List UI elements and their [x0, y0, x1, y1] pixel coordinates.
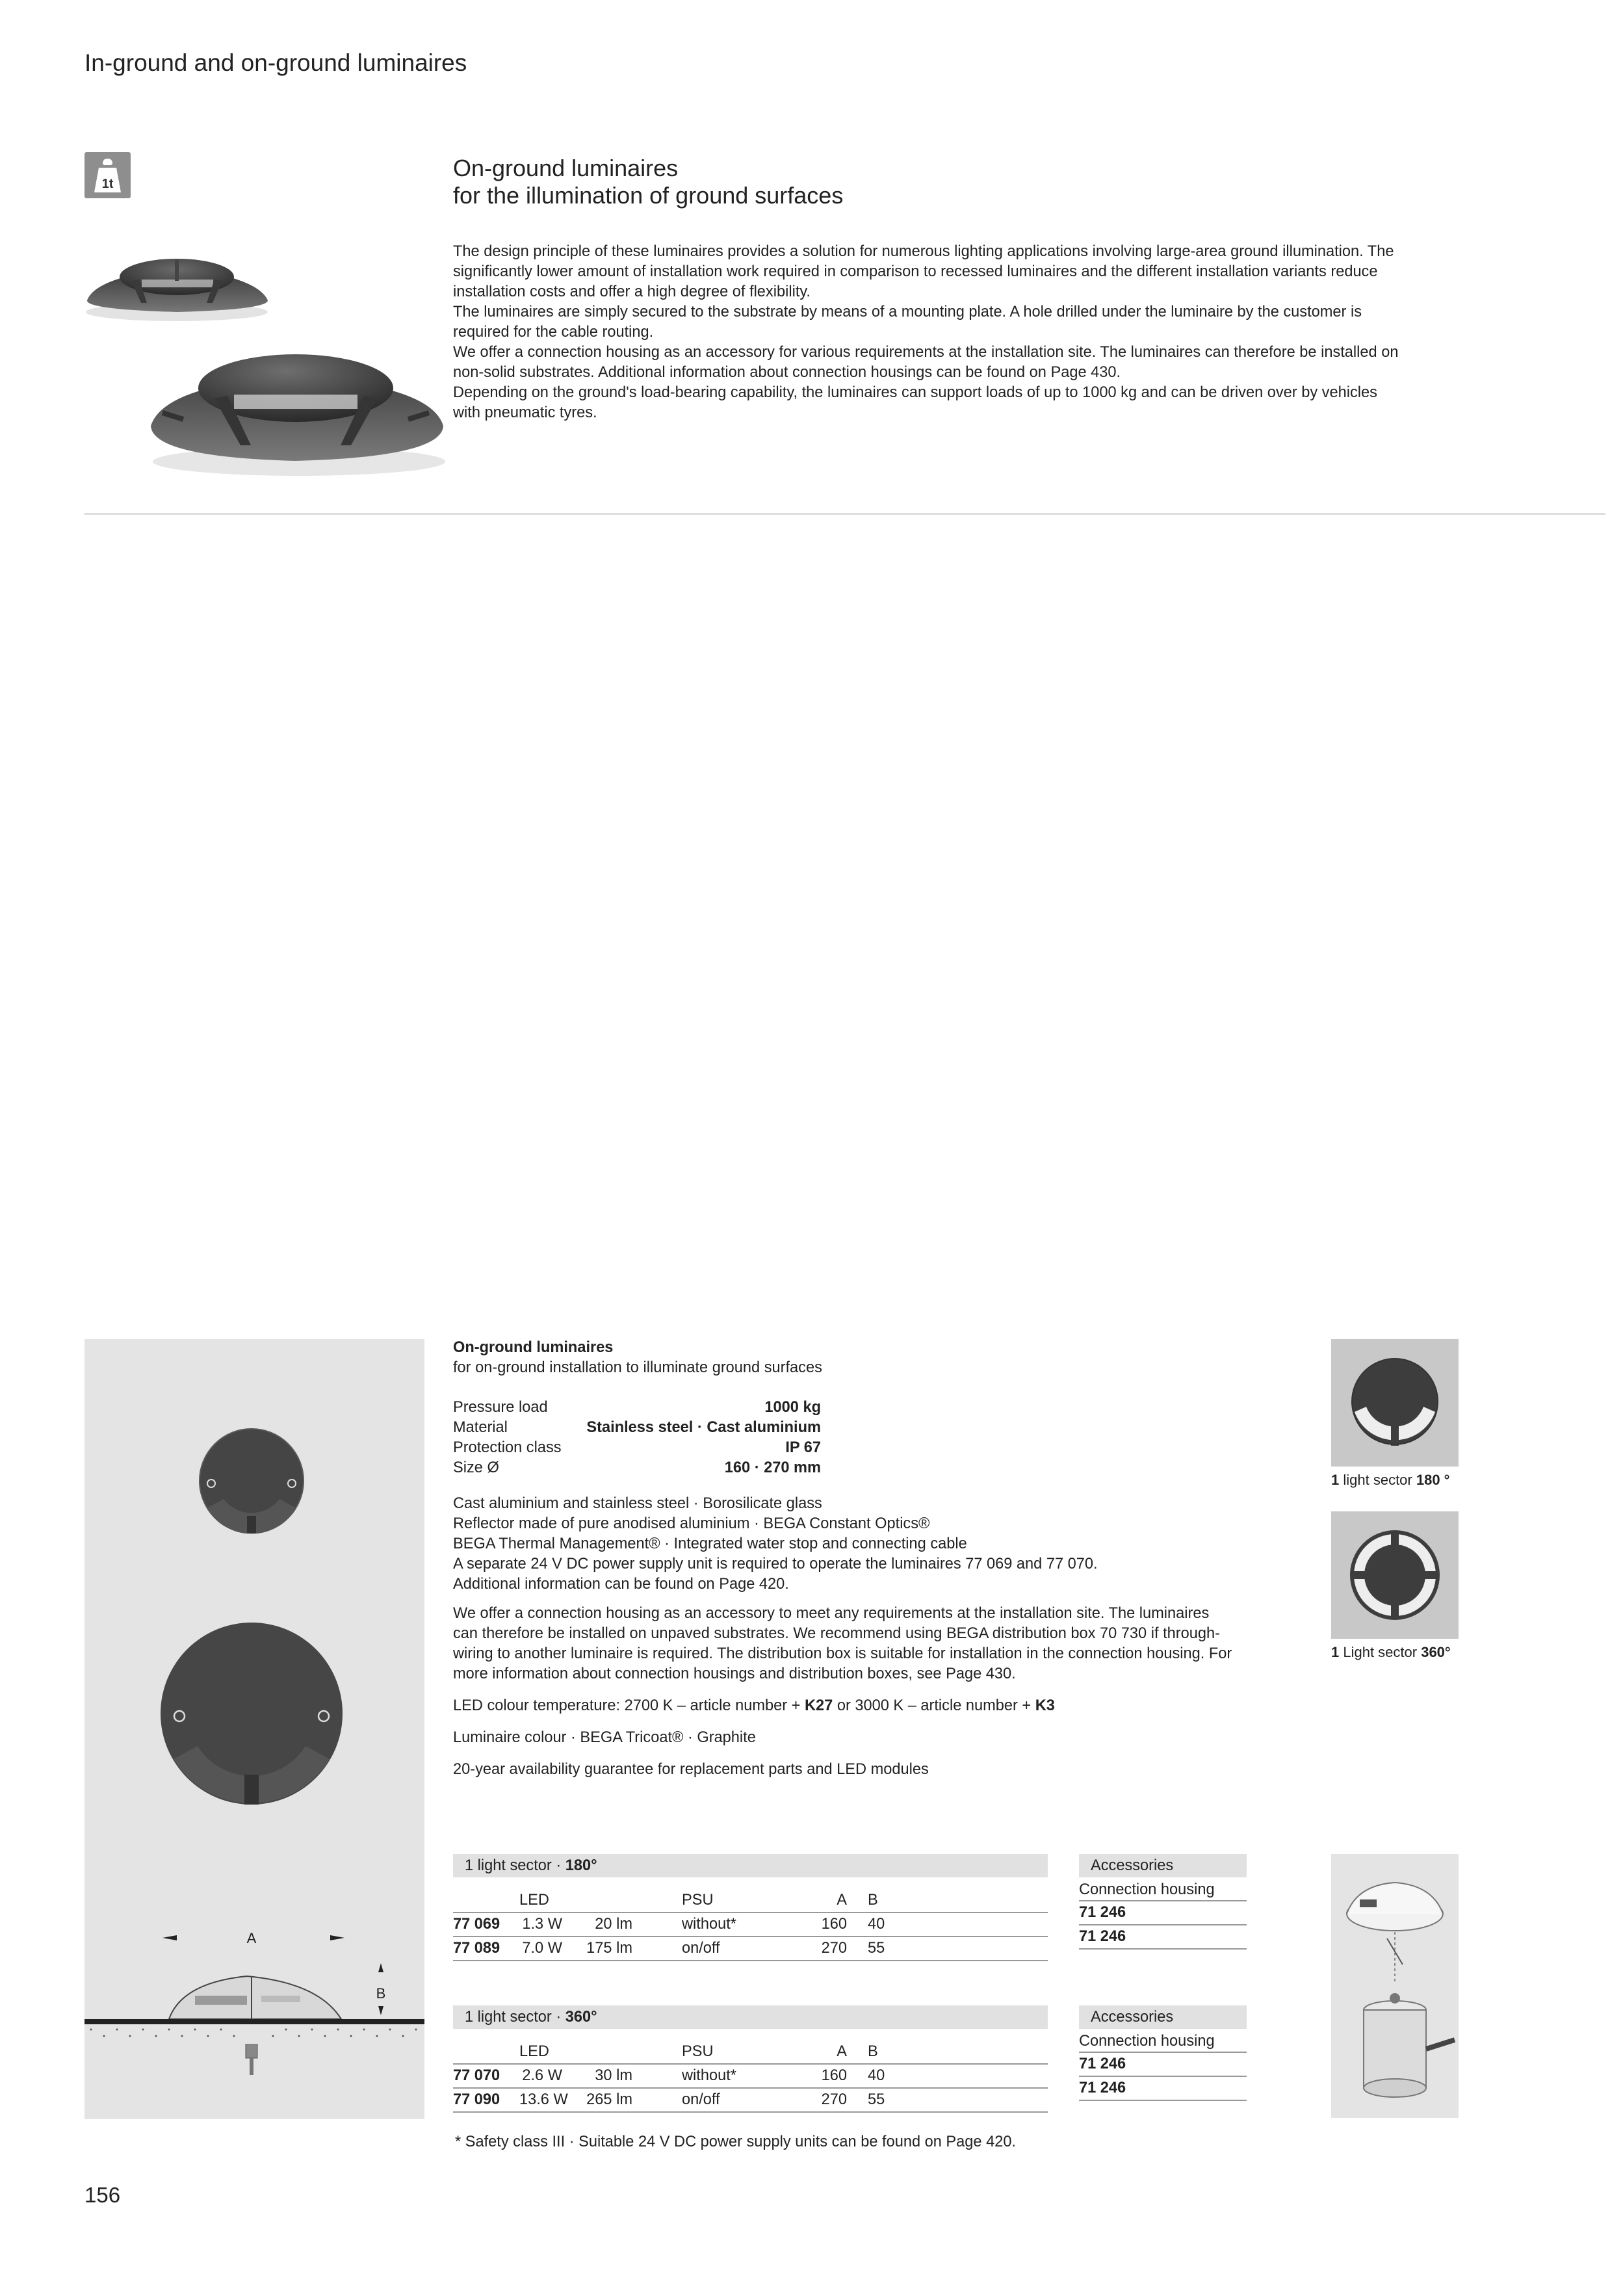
guarantee: 20-year availability guarantee for replacement parts and LED modules	[453, 1761, 929, 1778]
accessory-number: 71 246	[1079, 1901, 1247, 1925]
footnote: * Safety class III · Suitable 24 V DC power supply units can be found on Page 420.	[455, 2133, 1016, 2150]
intro-paragraph: The design principle of these luminaires provides a solution for numerous lighting applications involving large-area ground illumination. The significantly lower amount of installation work required in comparison to recessed luminaires and the different installation variants reduce installation costs and offer a high degree of flexibility.	[453, 243, 1394, 300]
accessories-subtitle: Connection housing	[1079, 1877, 1247, 1901]
intro-text	[453, 242, 1402, 423]
order-table-title: 1 light sector · 180°	[453, 1854, 1048, 1877]
spec-row	[453, 1458, 821, 1478]
sector-360-image	[1331, 1511, 1459, 1639]
spec-value: 1000 kg	[764, 1399, 821, 1416]
table-header-row: LED PSU A B	[453, 1889, 1048, 1913]
article-number: 77 069	[453, 1916, 500, 1933]
accessories-title: Accessories	[1079, 2005, 1247, 2029]
sector-360-caption: 1 Light sector 360°	[1331, 1644, 1451, 1660]
dimension-b	[376, 1963, 386, 2015]
desc-line: A separate 24 V DC power supply unit is required to operate the luminaires 77 069 and 77 070.	[453, 1556, 1098, 1572]
order-table-360	[453, 2005, 1048, 2113]
desc-line: Cast aluminium and stainless steel · Borosilicate glass	[453, 1495, 822, 1512]
weight-load-icon	[84, 152, 131, 198]
article-number: 77 090	[453, 2091, 500, 2108]
product-title: On-ground luminaires	[453, 1339, 614, 1356]
colour-temperature: LED colour temperature: 2700 K – article number + K27 or 3000 K – article number + K3	[453, 1697, 1055, 1714]
accessory-number: 71 246	[1079, 2053, 1247, 2077]
desc-paragraph: We offer a connection housing as an accessory to meet any requirements at the installation site. The luminaires can therefore be installed on unpaved substrates. We recommend using BEGA distribution box 70 730 if through-wiring to another luminaire is required. The distribution box is suitable for installation in the connection housing. For more information about connection housings and distribution boxes, see Page 430.	[453, 1605, 1232, 1682]
spec-label: Pressure load	[453, 1399, 548, 1416]
table-row: 77 089 7.0 W 175 lm on/off 270 55	[453, 1937, 1048, 1961]
spec-row	[453, 1418, 821, 1438]
table-row: 77 069 1.3 W 20 lm without* 160 40	[453, 1913, 1048, 1937]
sector-180-caption: 1 light sector 180 °	[1331, 1472, 1450, 1488]
table-row: 77 070 2.6 W 30 lm without* 160 40	[453, 2065, 1048, 2089]
accessories-table-360	[1079, 2005, 1247, 2101]
k3-code: K3	[1035, 1697, 1055, 1714]
order-table-180	[453, 1854, 1048, 1961]
k27-code: K27	[804, 1697, 833, 1714]
spec-table	[453, 1398, 821, 1478]
spec-value: 160 · 270 mm	[724, 1459, 821, 1476]
table-row: 77 090 13.6 W 265 lm on/off 270 55	[453, 2089, 1048, 2113]
intro-paragraph: The luminaires are simply secured to the substrate by means of a mounting plate. A hole drilled under the luminaire by the customer is required for the cable routing.	[453, 304, 1362, 341]
desc-line: Additional information can be found on Page 420.	[453, 1576, 789, 1593]
spec-row	[453, 1398, 821, 1418]
product-spec	[453, 1338, 1253, 1780]
top-view-large	[161, 1623, 343, 1805]
intro-heading	[453, 155, 843, 209]
intro-paragraph: Depending on the ground's load-bearing capability, the luminaires can support loads of up to 1000 kg and can be driven over by vehicles with pneumatic tyres.	[453, 384, 1377, 421]
table-header-row: LED PSU A B	[453, 2041, 1048, 2065]
article-number: 77 089	[453, 1940, 500, 1957]
accessories-title: Accessories	[1079, 1854, 1247, 1877]
accessories-table-180	[1079, 1854, 1247, 1950]
luminaire-colour: Luminaire colour · BEGA Tricoat® · Graphite	[453, 1729, 756, 1746]
intro-heading-line2: for the illumination of ground surfaces	[453, 182, 844, 209]
weight-icon-label: 1t	[101, 177, 114, 191]
section-divider	[84, 513, 1605, 515]
product-photo-large	[143, 341, 448, 478]
sector-180-image	[1331, 1339, 1459, 1467]
technical-drawing-panel	[84, 1339, 424, 2119]
accessory-number: 71 246	[1079, 2077, 1247, 2101]
top-view-small	[200, 1429, 304, 1534]
spec-label: Material	[453, 1419, 508, 1436]
desc-line: Reflector made of pure anodised aluminium · BEGA Constant Optics®	[453, 1515, 930, 1532]
page-number: 156	[84, 2183, 121, 2207]
spec-value: Stainless steel · Cast aluminium	[586, 1419, 821, 1436]
dimension-b-label: B	[376, 1985, 386, 2002]
intro-heading-line1: On-ground luminaires	[453, 155, 679, 181]
intro-paragraph: We offer a connection housing as an accessory for various requirements at the installation site. The luminaires can therefore be installed on non-solid substrates. Additional information about connection housings can be found on Page 430.	[453, 344, 1399, 381]
accessories-subtitle: Connection housing	[1079, 2029, 1247, 2053]
spec-label: Size Ø	[453, 1459, 499, 1476]
dimension-a	[162, 1930, 344, 1946]
section-title: In-ground and on-ground luminaires	[84, 49, 467, 76]
order-table-title: 1 light sector · 360°	[453, 2005, 1048, 2029]
article-number: 77 070	[453, 2067, 500, 2084]
spec-value: IP 67	[785, 1439, 821, 1456]
product-photo-small	[79, 241, 274, 325]
spec-label: Protection class	[453, 1439, 562, 1456]
desc-line: BEGA Thermal Management® · Integrated water stop and connecting cable	[453, 1535, 967, 1552]
dimension-a-label: A	[246, 1930, 257, 1946]
spec-row	[453, 1438, 821, 1458]
product-subtitle: for on-ground installation to illuminate ground surfaces	[453, 1359, 822, 1376]
accessory-number: 71 246	[1079, 1925, 1247, 1950]
connection-housing-image	[1331, 1854, 1459, 2118]
